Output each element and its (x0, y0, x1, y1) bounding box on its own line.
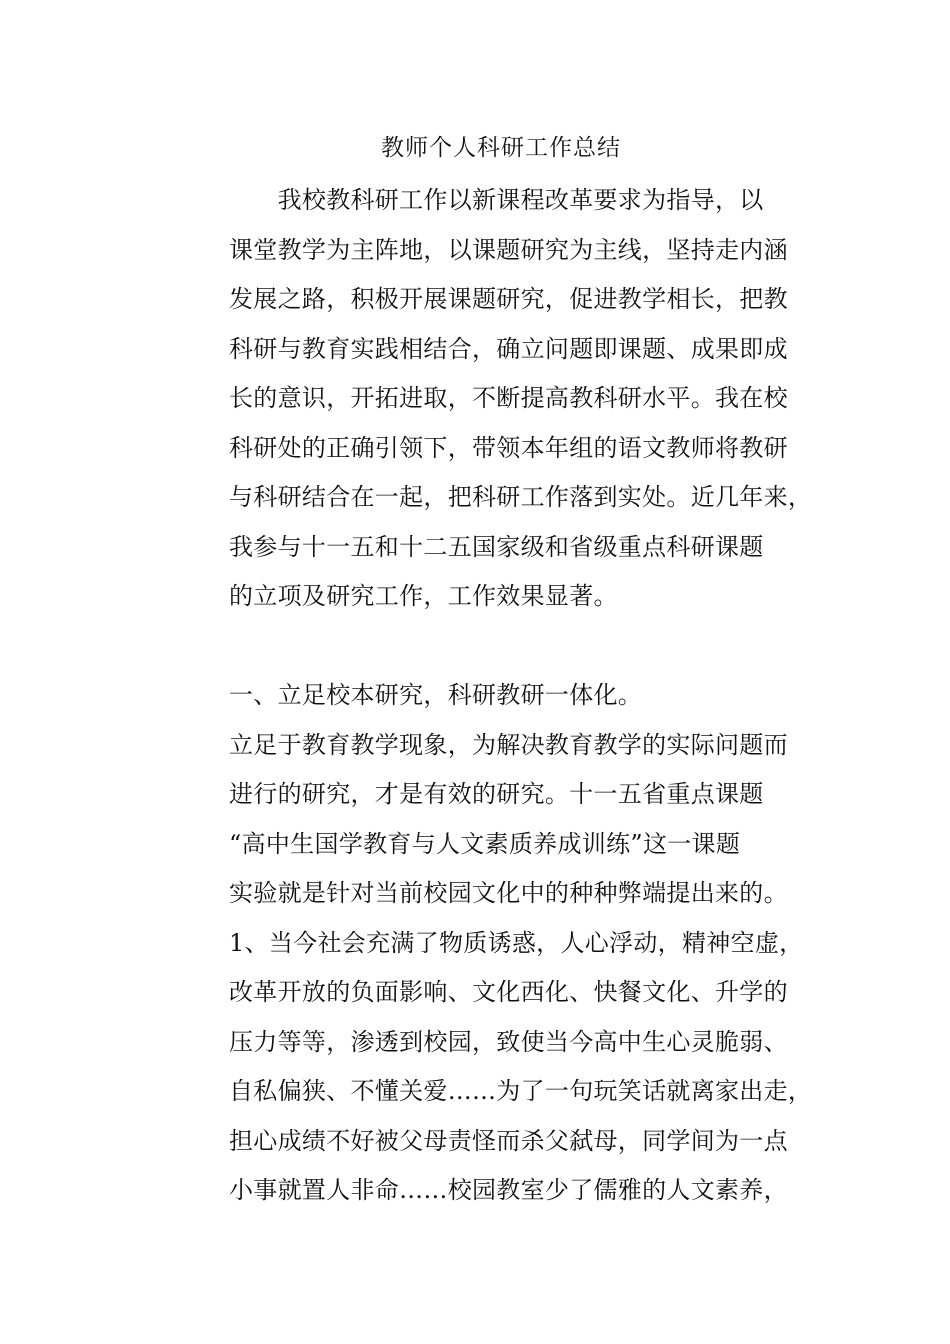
intro-line: 我参与十一五和十二五国家级和省级重点科研课题 (229, 533, 764, 561)
section-line: 自私偏狭、不懂关爱……为了一句玩笑话就离家出走， (229, 1077, 813, 1105)
intro-line: 与科研结合在一起，把科研工作落到实处。近几年来， (229, 483, 813, 511)
section-heading: 一、立足校本研究，科研教研一体化。 (229, 681, 643, 709)
section-line: 担心成绩不好被父母责怪而杀父弑母，同学间为一点 (229, 1127, 788, 1155)
section-line: 实验就是针对当前校园文化中的种种弊端提出来的。 (229, 879, 788, 907)
section-line: “高中生国学教育与人文素质养成训练”这一课题 (229, 830, 741, 858)
section-line: 小事就置人非命……校园教室少了儒雅的人文素养， (229, 1176, 788, 1204)
document-title: 教师个人科研工作总结 (381, 135, 621, 161)
section-line: 立足于教育教学现象，为解决教育教学的实际问题而 (229, 731, 788, 759)
intro-line: 的立项及研究工作，工作效果显著。 (229, 582, 618, 610)
intro-line: 科研处的正确引领下，带领本年组的语文教师将教研 (229, 434, 788, 462)
intro-line: 科研与教育实践相结合，确立问题即课题、成果即成 (229, 335, 788, 363)
intro-line: 课堂教学为主阵地，以课题研究为主线，坚持走内涵 (229, 236, 788, 264)
section-line: 改革开放的负面影响、文化西化、快餐文化、升学的 (229, 978, 788, 1006)
section-line: 进行的研究，才是有效的研究。十一五省重点课题 (229, 780, 764, 808)
intro-line: 发展之路，积极开展课题研究，促进教学相长，把教 (229, 285, 788, 313)
section-line: 1、当今社会充满了物质诱惑，人心浮动，精神空虚， (229, 929, 804, 957)
intro-line: 长的意识，开拓进取，不断提高教科研水平。我在校 (229, 384, 788, 412)
section-line: 压力等等，渗透到校园，致使当今高中生心灵脆弱、 (229, 1028, 788, 1056)
intro-line: 我校教科研工作以新课程改革要求为指导，以 (229, 186, 764, 214)
